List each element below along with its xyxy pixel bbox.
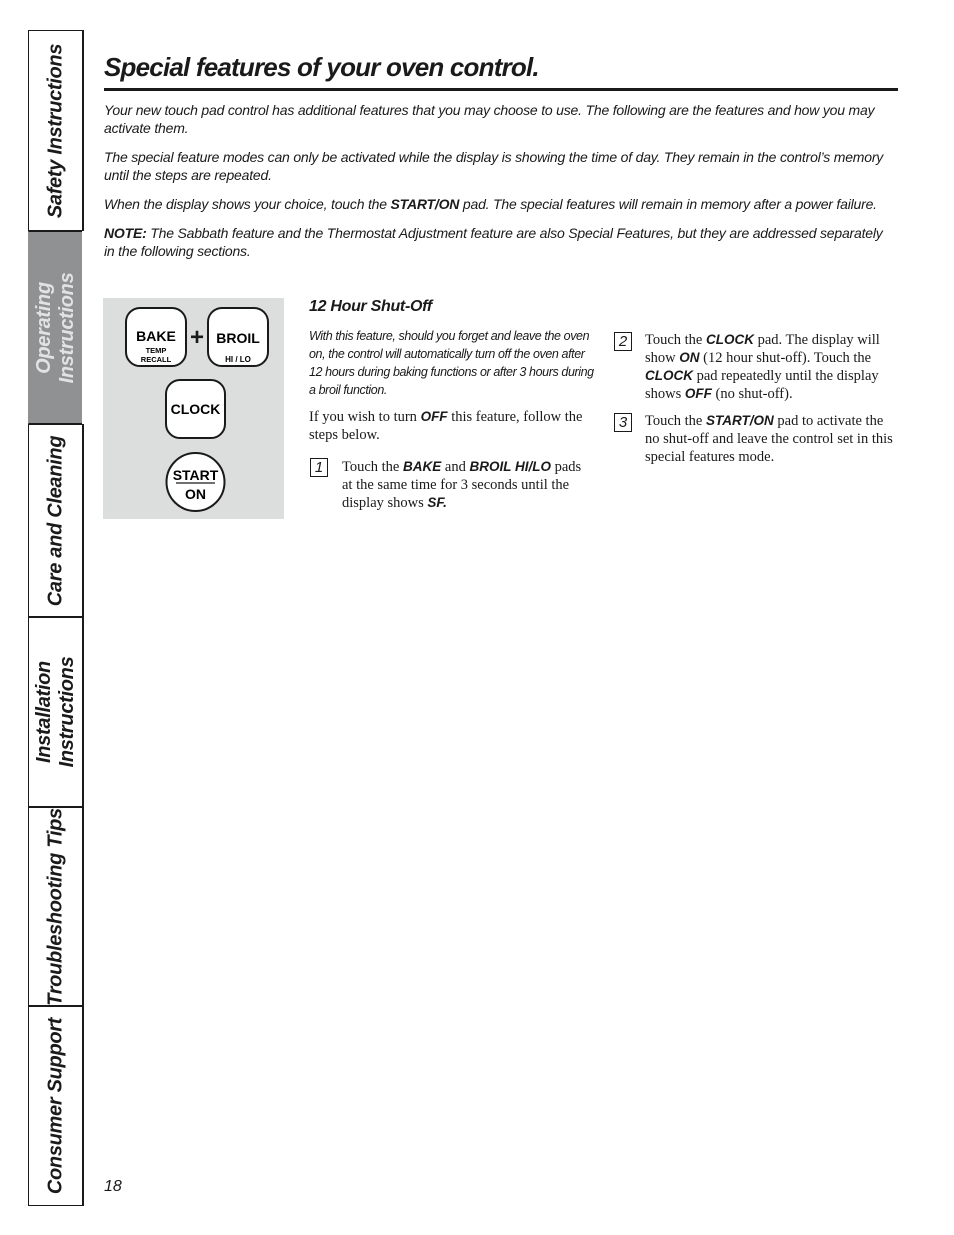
tab-label: Operating Instructions (32, 272, 78, 383)
tab-care-and-cleaning[interactable] (28, 424, 82, 617)
step-number: 2 (614, 332, 632, 351)
title-rule (104, 88, 898, 91)
start-pad-label: ON (185, 486, 206, 502)
clock-pad (166, 380, 225, 438)
section-tabs (28, 30, 84, 1206)
page-title: Special features of your oven control. (104, 52, 539, 82)
tab-troubleshooting-tips[interactable] (28, 807, 82, 1006)
start-pad-label: START (172, 467, 219, 483)
tab-label: Care and Cleaning (44, 435, 66, 606)
tab-divider (82, 424, 84, 1206)
broil-pad-sub: HI / LO (225, 355, 251, 364)
feature-title: 12 Hour Shut-Off (309, 298, 432, 315)
tab-divider (82, 30, 84, 231)
feature-instructions: If you wish to turn OFF this feature, follow the steps below. (309, 409, 583, 443)
bake-pad-sub: RECALL (140, 355, 172, 364)
start-on-pad (167, 453, 225, 511)
tab-operating-instructions[interactable] (28, 231, 82, 424)
step-1 (310, 458, 595, 514)
bake-pad-label: BAKE (136, 328, 176, 344)
page-number: 18 (104, 1178, 122, 1195)
tab-label: Installation Instructions (32, 656, 78, 768)
step-number: 3 (614, 413, 632, 432)
touch-pad-drawing (103, 298, 284, 519)
tab-safety-instructions[interactable] (28, 30, 82, 231)
intro-text (104, 101, 894, 271)
step-number: 1 (310, 458, 328, 477)
broil-pad (208, 308, 268, 366)
clock-pad-label: CLOCK (170, 401, 221, 417)
step-text: Touch the CLOCK pad. The display will show ON (12 hour shut-off). Touch the CLOCK pad repeatedly until the display shows OFF (no shut-off). (645, 332, 880, 402)
tab-label: Troubleshooting Tips (44, 807, 66, 1006)
touch-pad-illustration (103, 298, 284, 519)
bake-pad-sub: TEMP (145, 346, 167, 355)
tab-label: Safety Instructions (44, 43, 66, 218)
broil-pad-label: BROIL (216, 330, 260, 346)
intro-paragraph: Your new touch pad control has additional features that you may choose to use. The following are the features and how you may activate them. (104, 102, 875, 136)
tab-installation-instructions[interactable] (28, 617, 82, 807)
step-2 (614, 331, 899, 405)
tab-label: Consumer Support (44, 1017, 66, 1195)
tab-consumer-support[interactable] (28, 1006, 82, 1206)
step-text: Touch the BAKE and BROIL HI/LO pads at the same time for 3 seconds until the display shows SF. (342, 459, 582, 511)
bake-pad (126, 308, 186, 366)
intro-paragraph: When the display shows your choice, touch the START/ON pad. The special features will remain in memory after a power failure. (104, 196, 877, 212)
feature-description: With this feature, should you forget and leave the oven on, the control will automatically turn off the oven after 12 hours during baking functions or after 3 hours during a broil function. (309, 329, 594, 397)
step-text: Touch the START/ON pad to activate the no shut-off and leave the control set in this special features mode. (645, 413, 893, 465)
plus-sign: + (189, 324, 205, 351)
intro-paragraph: NOTE: The Sabbath feature and the Thermostat Adjustment feature are also Special Features, but they are addressed separately in the following sections. (104, 225, 883, 259)
step-3 (614, 412, 899, 468)
intro-paragraph: The special feature modes can only be activated while the display is showing the time of day. They remain in the control’s memory until the steps are repeated. (104, 149, 884, 183)
